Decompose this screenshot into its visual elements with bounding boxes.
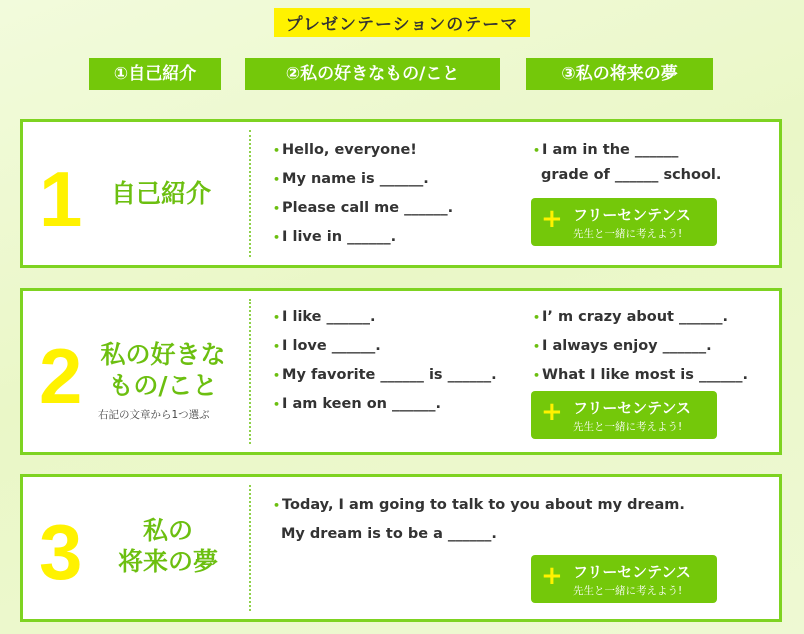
free-sentence-label: フリーセンテンス xyxy=(573,563,691,581)
phrase-item: • What I like most is ______. xyxy=(533,367,748,383)
bullet-icon: • xyxy=(533,311,541,324)
bullet-icon: • xyxy=(533,144,541,157)
phrase-item: • I’ m crazy about ______. xyxy=(533,309,729,325)
phrase-item: • My favorite ______ is ______. xyxy=(273,367,497,383)
free-sentence-button[interactable] xyxy=(531,391,717,439)
phrase-item: • Hello, everyone! xyxy=(273,142,417,158)
phrase-item: • I live in ______. xyxy=(273,229,397,245)
phrase-item: • Please call me ______. xyxy=(273,200,454,216)
plus-icon: + xyxy=(541,204,563,234)
free-sentence-label: フリーセンテンス xyxy=(573,399,691,417)
theme-tag-self-intro: ①自己紹介 xyxy=(89,58,221,90)
section-panel-3 xyxy=(20,474,782,622)
plus-icon: + xyxy=(541,561,563,591)
section-number: 2 xyxy=(39,332,83,420)
free-sentence-label: フリーセンテンス xyxy=(573,206,691,224)
bullet-icon: • xyxy=(273,311,281,324)
topic-line: 自己紹介 xyxy=(110,179,211,208)
free-sentence-button[interactable] xyxy=(531,198,717,246)
bullet-icon: • xyxy=(273,340,281,353)
dotted-divider xyxy=(249,130,251,257)
section-panel-1 xyxy=(20,119,782,268)
section-note: 右記の文章から1つ選ぶ xyxy=(98,409,210,421)
page-title: プレゼンテーションのテーマ xyxy=(274,8,531,37)
bullet-icon: • xyxy=(273,369,281,382)
theme-tag-future-dream: ③私の将来の夢 xyxy=(526,58,713,90)
free-sentence-button[interactable] xyxy=(531,555,717,603)
free-sentence-sub: 先生と一緒に考えよう! xyxy=(573,585,683,597)
bullet-icon: • xyxy=(273,173,281,186)
phrase-item: • My name is ______. xyxy=(273,171,429,187)
topic-line: 私の xyxy=(142,516,193,545)
topic-line: もの/こと xyxy=(108,371,218,401)
section-number: 3 xyxy=(39,508,83,596)
phrase-item: • Today, I am going to talk to you about my dream. xyxy=(273,497,685,513)
topic-line: 将来の夢 xyxy=(117,547,218,577)
plus-icon: + xyxy=(541,397,563,427)
section-topic xyxy=(95,339,231,402)
bullet-icon: • xyxy=(273,144,281,157)
phrase-item: • I always enjoy ______. xyxy=(533,338,712,354)
dotted-divider xyxy=(249,485,251,611)
dotted-divider xyxy=(249,299,251,444)
bullet-icon: • xyxy=(273,499,281,512)
bullet-icon: • xyxy=(533,340,541,353)
phrase-item: • I am keen on ______. xyxy=(273,396,442,412)
theme-tag-favorites: ②私の好きなもの/こと xyxy=(245,58,500,90)
free-sentence-sub: 先生と一緒に考えよう! xyxy=(573,421,683,433)
phrase-item: • I am in the ______ xyxy=(533,142,679,158)
free-sentence-sub: 先生と一緒に考えよう! xyxy=(573,228,683,240)
phrase-item-continued: grade of ______ school. xyxy=(541,167,722,183)
section-topic xyxy=(103,515,233,578)
topic-line: 私の好きな xyxy=(100,340,226,369)
bullet-icon: • xyxy=(273,202,281,215)
bullet-icon: • xyxy=(273,398,281,411)
phrase-item-continued: My dream is to be a ______. xyxy=(281,526,497,542)
phrase-item: • I like ______. xyxy=(273,309,376,325)
title-area xyxy=(0,8,804,37)
bullet-icon: • xyxy=(273,231,281,244)
phrase-item: • I love ______. xyxy=(273,338,381,354)
section-number: 1 xyxy=(39,155,83,243)
bullet-icon: • xyxy=(533,369,541,382)
section-panel-2 xyxy=(20,288,782,455)
section-topic xyxy=(101,178,221,209)
